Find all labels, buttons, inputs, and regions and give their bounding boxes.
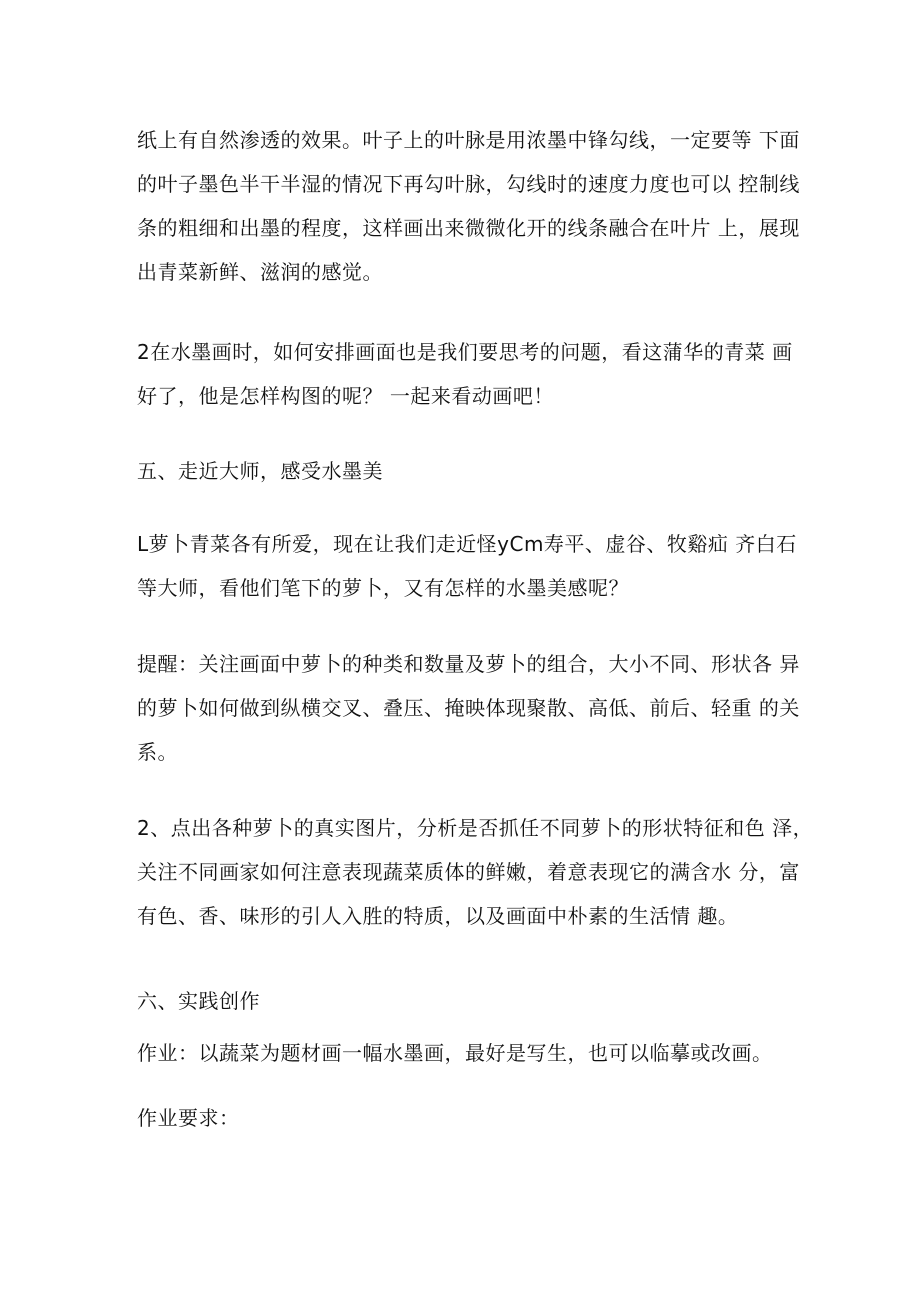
paragraph-ink-technique — [137, 118, 800, 294]
text-line: 纸上有自然渗透的效果。叶子上的叶脉是用浓墨中锋勾线，一定要等 下面 — [137, 128, 800, 152]
section-heading: 六、实践创作 — [137, 989, 260, 1013]
paragraph-analysis — [137, 806, 814, 938]
paragraph-masters — [137, 522, 797, 610]
text-line: 2在水墨画时，如何安排画面也是我们要思考的问题，看这蒲华的青菜 画 — [137, 340, 793, 364]
text-line: 的萝卜如何做到纵横交叉、叠压、掩映体现聚散、高低、前后、轻重 的关 — [137, 696, 800, 720]
text-line: 关注不同画家如何注意表现蔬菜质体的鲜嫩，着意表现它的满含水 分，富 — [137, 860, 800, 884]
section-heading-five — [137, 449, 797, 493]
paragraph-composition — [137, 330, 797, 418]
section-heading-six — [137, 979, 797, 1023]
text-line: 系。 — [137, 740, 178, 764]
paragraph-requirements — [137, 1096, 797, 1140]
text-line: 等大师，看他们笔下的萝卜，又有怎样的水墨美感呢？ — [137, 576, 629, 600]
text-line: 作业：以蔬菜为题材画一幅水墨画，最好是写生，也可以临摹或改画。 — [137, 1041, 773, 1065]
paragraph-reminder — [137, 642, 800, 774]
text-line: 提醒：关注画面中萝卜的种类和数量及萝卜的组合，大小不同、形状各 异 — [137, 652, 800, 676]
text-line: 有色、香、味形的引人入胜的特质，以及画面中朴素的生活情 趣。 — [137, 904, 739, 928]
paragraph-assignment — [137, 1031, 797, 1075]
text-line: 的叶子墨色半干半湿的情况下再勾叶脉，勾线时的速度力度也可以 控制线 — [137, 172, 800, 196]
section-heading: 五、走近大师，感受水墨美 — [137, 459, 383, 483]
text-line: L萝卜青菜各有所爱，现在让我们走近怪yCm寿平、虚谷、牧谿疝 齐白石 — [137, 532, 797, 556]
text-line: 作业要求： — [137, 1106, 240, 1130]
text-line: 好了，他是怎样构图的呢？ 一起来看动画吧！ — [137, 384, 554, 408]
text-line: 条的粗细和出墨的程度，这样画出来微微化开的线条融合在叶片 上，展现 — [137, 216, 800, 240]
text-line: 出青菜新鲜、滋润的感觉。 — [137, 260, 383, 284]
text-line: 2、点出各种萝卜的真实图片，分析是否抓任不同萝卜的形状特征和色 泽， — [137, 816, 814, 840]
